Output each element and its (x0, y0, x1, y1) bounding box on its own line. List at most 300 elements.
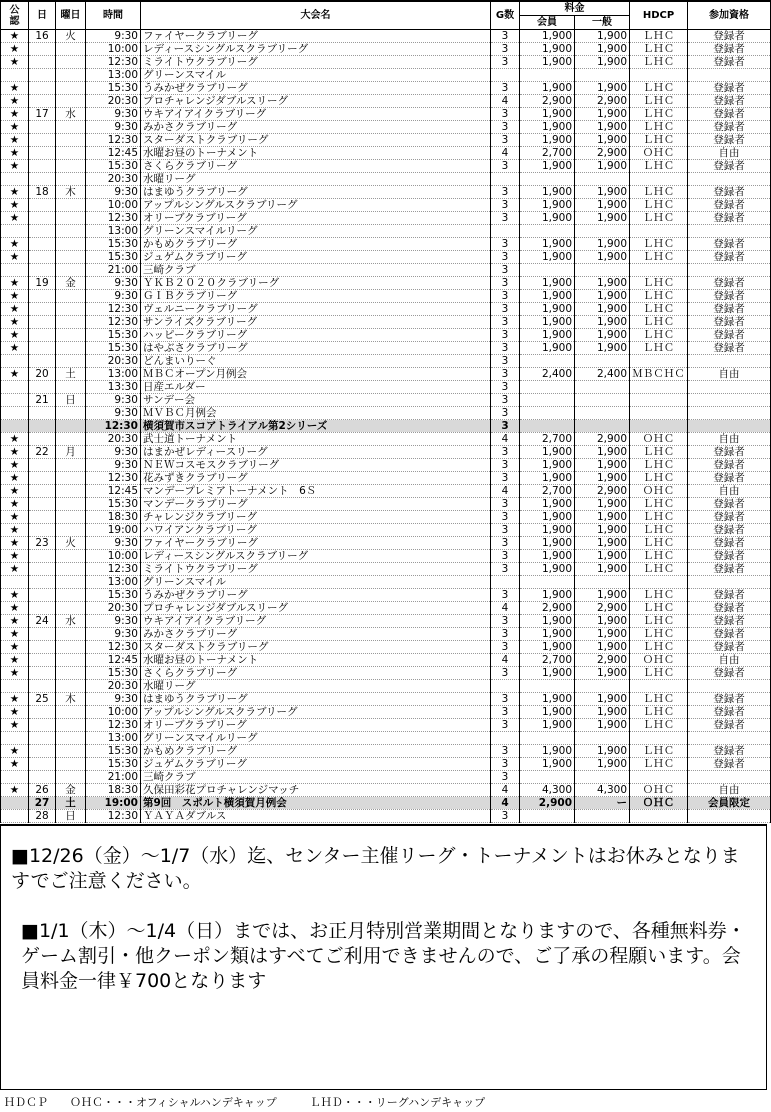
cell-games: 3 (491, 342, 520, 355)
cell-day (29, 628, 56, 641)
header-fee-member: 会員 (520, 16, 575, 30)
cell-time: 15:30 (86, 251, 141, 264)
cell-weekday (56, 290, 86, 303)
cell-event-name: ＹＫＢ２０２０クラブリーグ (141, 277, 491, 290)
table-row (1, 446, 771, 459)
cell-time: 9:30 (86, 277, 141, 290)
cell-event-name: オリーブクラブリーグ (141, 212, 491, 225)
table-row (1, 329, 771, 342)
cell-games: 3 (491, 420, 520, 433)
cell-games: 3 (491, 264, 520, 277)
cell-weekday (56, 56, 86, 69)
cell-time: 10:00 (86, 43, 141, 56)
cell-eligibility (688, 394, 771, 407)
cell-eligibility: 登録者 (688, 108, 771, 121)
cell-eligibility: 登録者 (688, 329, 771, 342)
cell-eligibility: 登録者 (688, 524, 771, 537)
cell-eligibility: 登録者 (688, 212, 771, 225)
cell-games: 3 (491, 108, 520, 121)
cell-fee-member: 1,900 (520, 511, 575, 524)
cell-games: 4 (491, 485, 520, 498)
cell-eligibility: 自由 (688, 654, 771, 667)
cell-time: 12:45 (86, 654, 141, 667)
cell-weekday (56, 420, 86, 433)
cell-time: 18:30 (86, 784, 141, 797)
cell-day (29, 251, 56, 264)
cell-fee-member: 1,900 (520, 537, 575, 550)
cell-weekday (56, 550, 86, 563)
cell-games: 3 (491, 160, 520, 173)
cell-fee-member (520, 732, 575, 745)
cell-day (29, 550, 56, 563)
cell-weekday (56, 576, 86, 589)
cell-fee-member: 1,900 (520, 277, 575, 290)
cell-hdcp: ＬＨＣ (630, 563, 688, 576)
cell-weekday (56, 264, 86, 277)
cell-pub-mark: ★ (1, 641, 29, 654)
cell-pub-mark: ★ (1, 199, 29, 212)
cell-fee-general: 1,900 (575, 290, 630, 303)
cell-time: 10:00 (86, 199, 141, 212)
cell-weekday: 土 (56, 368, 86, 381)
header-pub: 公 認 (1, 1, 29, 30)
cell-pub-mark: ★ (1, 108, 29, 121)
cell-fee-member: 1,900 (520, 342, 575, 355)
cell-eligibility (688, 264, 771, 277)
cell-hdcp: ＬＨＣ (630, 95, 688, 108)
table-row (1, 251, 771, 264)
cell-day (29, 225, 56, 238)
header-fee-general: 一般 (575, 16, 630, 30)
cell-event-name: マンデープレミアトーナメント 6Ｓ (141, 485, 491, 498)
table-row (1, 810, 771, 823)
cell-games: 3 (491, 82, 520, 95)
cell-pub-mark (1, 264, 29, 277)
cell-fee-general: 1,900 (575, 342, 630, 355)
cell-pub-mark (1, 420, 29, 433)
cell-event-name: 第9回 スポルト横須賀月例会 (141, 797, 491, 810)
cell-eligibility (688, 355, 771, 368)
cell-games: 4 (491, 797, 520, 810)
cell-pub-mark: ★ (1, 706, 29, 719)
cell-eligibility: 登録者 (688, 745, 771, 758)
cell-hdcp (630, 407, 688, 420)
cell-pub-mark: ★ (1, 186, 29, 199)
cell-games: 3 (491, 563, 520, 576)
cell-games: 3 (491, 667, 520, 680)
table-row (1, 160, 771, 173)
cell-event-name: ＮＥＷコスモスクラブリーグ (141, 459, 491, 472)
table-row (1, 784, 771, 797)
cell-day: 27 (29, 797, 56, 810)
cell-event-name: マンデークラブリーグ (141, 498, 491, 511)
cell-weekday (56, 160, 86, 173)
cell-event-name: 水曜お昼のトーナメント (141, 147, 491, 160)
cell-eligibility: 登録者 (688, 186, 771, 199)
cell-eligibility: 登録者 (688, 290, 771, 303)
cell-pub-mark (1, 355, 29, 368)
cell-fee-general (575, 810, 630, 823)
cell-games: 3 (491, 186, 520, 199)
cell-time: 15:30 (86, 745, 141, 758)
cell-fee-general (575, 407, 630, 420)
cell-eligibility: 登録者 (688, 693, 771, 706)
cell-event-name: グリーンスマイル (141, 69, 491, 82)
cell-games: 4 (491, 784, 520, 797)
cell-weekday (56, 316, 86, 329)
cell-weekday: 土 (56, 797, 86, 810)
cell-day (29, 511, 56, 524)
cell-day (29, 459, 56, 472)
cell-day: 19 (29, 277, 56, 290)
cell-fee-member: 1,900 (520, 758, 575, 771)
table-header (1, 1, 771, 30)
table-row (1, 381, 771, 394)
cell-event-name: ＹＡＹＡダブルス (141, 810, 491, 823)
cell-hdcp: ＬＨＣ (630, 511, 688, 524)
cell-event-name: はまかぜレディースリーグ (141, 446, 491, 459)
cell-fee-general: 1,900 (575, 667, 630, 680)
cell-fee-member: 2,700 (520, 147, 575, 160)
cell-fee-member (520, 771, 575, 784)
cell-day: 23 (29, 537, 56, 550)
cell-fee-member: 1,900 (520, 251, 575, 264)
cell-hdcp (630, 420, 688, 433)
cell-pub-mark: ★ (1, 329, 29, 342)
cell-fee-member: 1,900 (520, 615, 575, 628)
cell-time: 21:00 (86, 264, 141, 277)
cell-time: 20:30 (86, 173, 141, 186)
cell-event-name: ファイヤークラブリーグ (141, 537, 491, 550)
cell-pub-mark: ★ (1, 433, 29, 446)
cell-weekday (56, 251, 86, 264)
cell-time: 12:30 (86, 212, 141, 225)
cell-event-name: みかさクラブリーグ (141, 628, 491, 641)
cell-day (29, 433, 56, 446)
cell-day (29, 732, 56, 745)
cell-fee-general (575, 355, 630, 368)
cell-games: 3 (491, 134, 520, 147)
cell-fee-member: 1,900 (520, 56, 575, 69)
cell-event-name: チャレンジクラブリーグ (141, 511, 491, 524)
cell-hdcp (630, 576, 688, 589)
cell-fee-general: 1,900 (575, 641, 630, 654)
cell-day (29, 355, 56, 368)
cell-games: 4 (491, 147, 520, 160)
table-row (1, 173, 771, 186)
cell-hdcp: ＬＨＣ (630, 121, 688, 134)
cell-eligibility: 自由 (688, 433, 771, 446)
cell-hdcp: ＬＨＣ (630, 329, 688, 342)
table-row (1, 342, 771, 355)
cell-weekday (56, 82, 86, 95)
cell-hdcp: ＬＨＣ (630, 199, 688, 212)
cell-weekday: 木 (56, 693, 86, 706)
cell-fee-member: 1,900 (520, 498, 575, 511)
cell-fee-member: 1,900 (520, 43, 575, 56)
cell-day (29, 43, 56, 56)
cell-time: 9:30 (86, 615, 141, 628)
cell-event-name: かもめクラブリーグ (141, 745, 491, 758)
cell-time: 10:00 (86, 550, 141, 563)
cell-eligibility: 登録者 (688, 251, 771, 264)
cell-time: 15:30 (86, 82, 141, 95)
table-row (1, 459, 771, 472)
table-row (1, 433, 771, 446)
cell-time: 12:30 (86, 134, 141, 147)
cell-eligibility: 登録者 (688, 95, 771, 108)
cell-time: 13:30 (86, 381, 141, 394)
cell-eligibility: 登録者 (688, 43, 771, 56)
cell-time: 15:30 (86, 667, 141, 680)
cell-event-name: スターダストクラブリーグ (141, 641, 491, 654)
cell-fee-general: 1,900 (575, 693, 630, 706)
cell-event-name: さくらクラブリーグ (141, 160, 491, 173)
cell-fee-general: 1,900 (575, 199, 630, 212)
cell-hdcp: ＬＨＣ (630, 693, 688, 706)
cell-games: 3 (491, 368, 520, 381)
cell-eligibility: 登録者 (688, 134, 771, 147)
cell-day (29, 290, 56, 303)
cell-event-name: グリーンスマイルリーグ (141, 732, 491, 745)
cell-pub-mark: ★ (1, 56, 29, 69)
cell-day (29, 472, 56, 485)
cell-day: 16 (29, 30, 56, 43)
cell-games (491, 576, 520, 589)
cell-fee-member (520, 394, 575, 407)
cell-fee-member: 4,300 (520, 784, 575, 797)
cell-event-name: うみかぜクラブリーグ (141, 82, 491, 95)
cell-eligibility: 登録者 (688, 719, 771, 732)
table-row (1, 693, 771, 706)
cell-event-name: ＭＢＣオープン月例会 (141, 368, 491, 381)
cell-fee-member: 1,900 (520, 472, 575, 485)
cell-fee-general: 1,900 (575, 303, 630, 316)
table-row (1, 680, 771, 693)
cell-fee-general: 1,900 (575, 82, 630, 95)
cell-fee-general: 1,900 (575, 745, 630, 758)
cell-fee-general: 1,900 (575, 108, 630, 121)
cell-weekday (56, 355, 86, 368)
table-row (1, 95, 771, 108)
cell-time: 12:30 (86, 563, 141, 576)
cell-event-name: アップルシングルスクラブリーグ (141, 706, 491, 719)
cell-fee-general: 1,900 (575, 186, 630, 199)
cell-eligibility (688, 810, 771, 823)
cell-event-name: 水曜リーグ (141, 173, 491, 186)
cell-weekday (56, 69, 86, 82)
cell-games: 3 (491, 706, 520, 719)
table-row (1, 69, 771, 82)
cell-pub-mark: ★ (1, 212, 29, 225)
cell-hdcp: ＯＨＣ (630, 797, 688, 810)
cell-event-name: みかさクラブリーグ (141, 121, 491, 134)
table-row (1, 485, 771, 498)
cell-eligibility: 登録者 (688, 602, 771, 615)
cell-pub-mark: ★ (1, 160, 29, 173)
cell-event-name: ミライトウクラブリーグ (141, 563, 491, 576)
cell-games: 4 (491, 95, 520, 108)
cell-weekday (56, 706, 86, 719)
cell-pub-mark: ★ (1, 758, 29, 771)
cell-fee-member: 1,900 (520, 186, 575, 199)
table-row (1, 628, 771, 641)
cell-eligibility (688, 680, 771, 693)
cell-hdcp: ＬＨＣ (630, 667, 688, 680)
cell-hdcp (630, 225, 688, 238)
cell-event-name: 三崎クラブ (141, 771, 491, 784)
cell-hdcp: ＬＨＣ (630, 706, 688, 719)
cell-fee-member: 2,700 (520, 485, 575, 498)
cell-hdcp: ＬＨＣ (630, 537, 688, 550)
cell-fee-member: 2,900 (520, 602, 575, 615)
cell-day (29, 160, 56, 173)
cell-fee-member: 1,900 (520, 589, 575, 602)
cell-games: 3 (491, 56, 520, 69)
cell-time: 9:30 (86, 693, 141, 706)
cell-event-name: さくらクラブリーグ (141, 667, 491, 680)
cell-day (29, 667, 56, 680)
header-day: 日 (29, 1, 56, 30)
cell-pub-mark: ★ (1, 472, 29, 485)
cell-day (29, 706, 56, 719)
cell-event-name: スターダストクラブリーグ (141, 134, 491, 147)
cell-games: 3 (491, 641, 520, 654)
table-row (1, 407, 771, 420)
cell-day (29, 485, 56, 498)
cell-event-name: はやぶさクラブリーグ (141, 342, 491, 355)
cell-fee-general: 1,900 (575, 498, 630, 511)
cell-pub-mark: ★ (1, 277, 29, 290)
cell-hdcp: ＯＨＣ (630, 784, 688, 797)
cell-day: 28 (29, 810, 56, 823)
cell-hdcp: ＬＨＣ (630, 186, 688, 199)
cell-time: 9:30 (86, 407, 141, 420)
cell-hdcp (630, 771, 688, 784)
cell-eligibility: 登録者 (688, 56, 771, 69)
cell-event-name: ハッピークラブリーグ (141, 329, 491, 342)
cell-games: 3 (491, 43, 520, 56)
table-row (1, 82, 771, 95)
cell-games: 3 (491, 446, 520, 459)
cell-weekday: 日 (56, 394, 86, 407)
cell-hdcp (630, 680, 688, 693)
table-row (1, 199, 771, 212)
cell-event-name: かもめクラブリーグ (141, 238, 491, 251)
cell-hdcp: ＬＨＣ (630, 602, 688, 615)
table-row (1, 602, 771, 615)
cell-weekday: 火 (56, 537, 86, 550)
cell-fee-general (575, 69, 630, 82)
cell-eligibility: 登録者 (688, 498, 771, 511)
cell-fee-general (575, 381, 630, 394)
cell-fee-general: 1,900 (575, 56, 630, 69)
table-row (1, 277, 771, 290)
cell-time: 13:00 (86, 732, 141, 745)
cell-hdcp: ＬＨＣ (630, 615, 688, 628)
cell-time: 12:30 (86, 719, 141, 732)
cell-day (29, 563, 56, 576)
cell-weekday (56, 524, 86, 537)
cell-event-name: 日産エルダー (141, 381, 491, 394)
cell-games: 3 (491, 407, 520, 420)
cell-day (29, 524, 56, 537)
cell-eligibility (688, 420, 771, 433)
cell-pub-mark: ★ (1, 654, 29, 667)
cell-day (29, 771, 56, 784)
cell-weekday: 月 (56, 446, 86, 459)
cell-games (491, 225, 520, 238)
table-row (1, 511, 771, 524)
cell-fee-member (520, 173, 575, 186)
cell-eligibility: 登録者 (688, 30, 771, 43)
cell-fee-member: 1,900 (520, 238, 575, 251)
cell-fee-member (520, 264, 575, 277)
cell-games (491, 680, 520, 693)
cell-event-name: ヴェルニークラブリーグ (141, 303, 491, 316)
cell-eligibility: 登録者 (688, 550, 771, 563)
header-eligibility: 参加資格 (688, 1, 771, 30)
cell-fee-member: 2,700 (520, 654, 575, 667)
cell-day: 20 (29, 368, 56, 381)
cell-fee-member: 1,900 (520, 745, 575, 758)
cell-hdcp: ＬＨＣ (630, 238, 688, 251)
cell-eligibility: 登録者 (688, 446, 771, 459)
cell-day (29, 680, 56, 693)
cell-fee-general: 2,900 (575, 602, 630, 615)
cell-weekday (56, 199, 86, 212)
cell-eligibility: 登録者 (688, 199, 771, 212)
cell-pub-mark: ★ (1, 316, 29, 329)
cell-event-name: グリーンスマイルリーグ (141, 225, 491, 238)
table-row (1, 667, 771, 680)
cell-hdcp: ＬＨＣ (630, 290, 688, 303)
cell-time: 9:30 (86, 628, 141, 641)
cell-weekday (56, 173, 86, 186)
cell-weekday (56, 459, 86, 472)
cell-weekday (56, 212, 86, 225)
cell-event-name: 水曜リーグ (141, 680, 491, 693)
cell-fee-member (520, 680, 575, 693)
cell-eligibility (688, 69, 771, 82)
cell-pub-mark: ★ (1, 342, 29, 355)
cell-eligibility: 登録者 (688, 628, 771, 641)
cell-hdcp: ＬＨＣ (630, 719, 688, 732)
cell-games: 3 (491, 537, 520, 550)
cell-event-name: 横須賀市スコアトライアル第2シリーズ (141, 420, 491, 433)
cell-event-name: 三崎クラブ (141, 264, 491, 277)
cell-day (29, 303, 56, 316)
cell-eligibility: 自由 (688, 485, 771, 498)
cell-fee-general: ー (575, 797, 630, 810)
cell-day (29, 329, 56, 342)
cell-day: 22 (29, 446, 56, 459)
cell-event-name: ミライトウクラブリーグ (141, 56, 491, 69)
cell-fee-general: 2,900 (575, 654, 630, 667)
cell-fee-member: 1,900 (520, 199, 575, 212)
cell-hdcp (630, 264, 688, 277)
cell-hdcp: ＬＨＣ (630, 30, 688, 43)
cell-hdcp: ＬＨＣ (630, 108, 688, 121)
cell-fee-member (520, 69, 575, 82)
cell-pub-mark: ★ (1, 719, 29, 732)
cell-hdcp (630, 173, 688, 186)
cell-pub-mark: ★ (1, 628, 29, 641)
cell-weekday (56, 121, 86, 134)
cell-hdcp: ＬＨＣ (630, 446, 688, 459)
table-row (1, 368, 771, 381)
cell-weekday (56, 602, 86, 615)
